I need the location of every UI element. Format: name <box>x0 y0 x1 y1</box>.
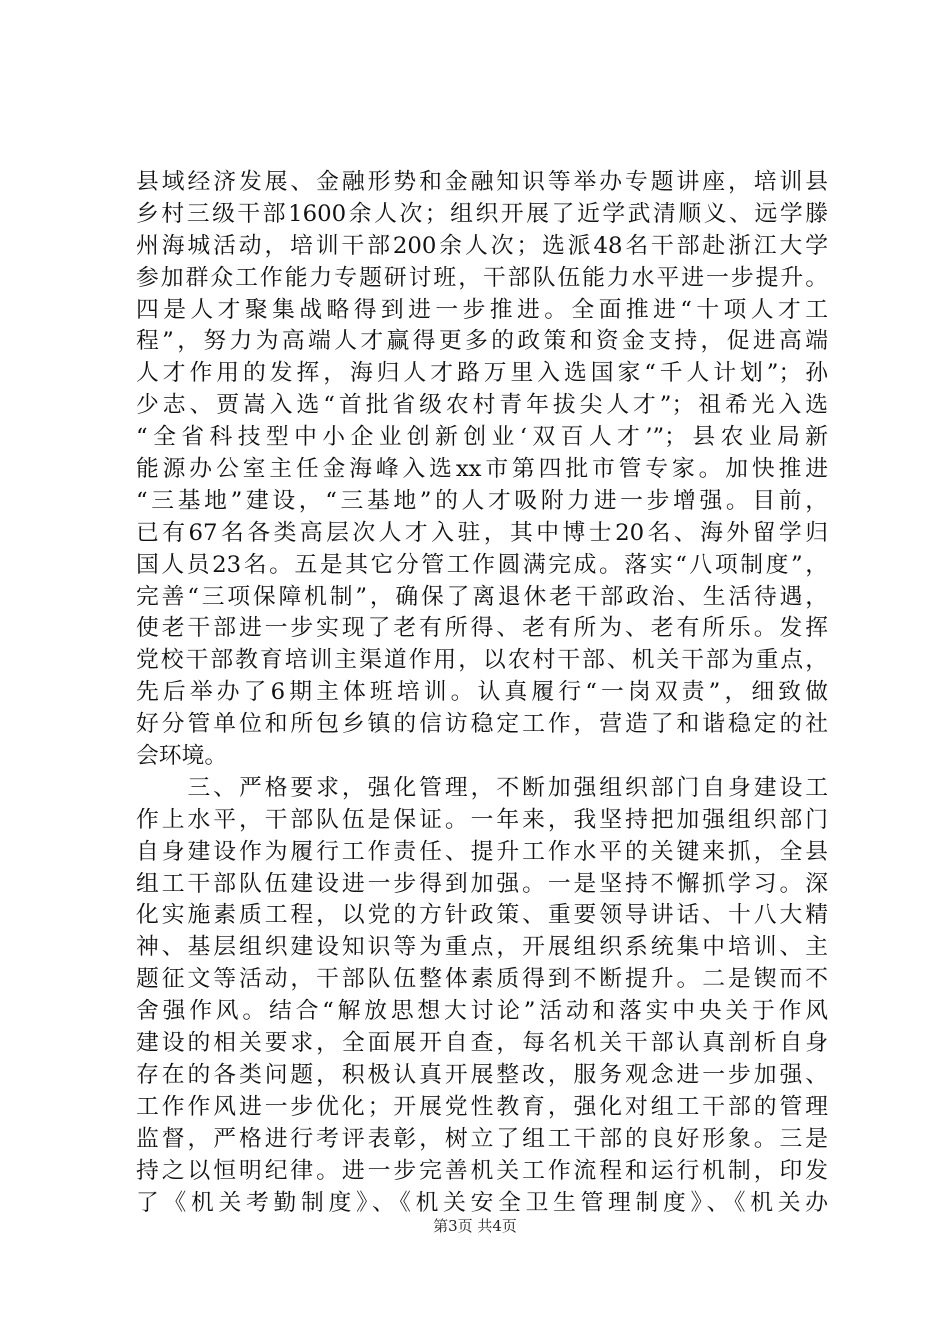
text-line: 乡村三级干部1600余人次；组织开展了近学武清顺义、远学滕 <box>136 200 828 227</box>
text-line: 程”，努力为高端人才赢得更多的政策和资金支持，促进高端 <box>136 328 828 355</box>
text-line: 少志、贾嵩入选“首批省级农村青年拔尖人才”；祖希光入选 <box>136 392 828 419</box>
text-line: 神、基层组织建设知识等为重点，开展组织系统集中培训、主 <box>136 934 828 961</box>
text-line: 存在的各类问题，积极认真开展整改，服务观念进一步加强、 <box>136 1061 828 1088</box>
body-text <box>136 167 828 1219</box>
text-line: 组工干部队伍建设进一步得到加强。一是坚持不懈抓学习。深 <box>136 870 828 897</box>
text-line: 党校干部教育培训主渠道作用，以农村干部、机关干部为重点， <box>136 647 828 674</box>
text-line: 监督，严格进行考评表彰，树立了组工干部的良好形象。三是 <box>136 1125 828 1152</box>
text-line: 作上水平，干部队伍是保证。一年来，我坚持把加强组织部门 <box>136 806 828 833</box>
text-line: 题征文等活动，干部队伍整体素质得到不断提升。二是锲而不 <box>136 966 828 993</box>
text-line: 舍强作风。结合“解放思想大讨论”活动和落实中央关于作风 <box>136 998 828 1025</box>
text-line: 好分管单位和所包乡镇的信访稳定工作，营造了和谐稳定的社 <box>136 711 828 738</box>
text-line: 四是人才聚集战略得到进一步推进。全面推进“十项人才工 <box>136 296 828 323</box>
text-line: 完善“三项保障机制”，确保了离退休老干部政治、生活待遇， <box>136 583 828 610</box>
text-line: 自身建设作为履行工作责任、提升工作水平的关键来抓，全县 <box>136 838 828 865</box>
text-line: 工作作风进一步优化；开展党性教育，强化对组工干部的管理 <box>136 1093 828 1120</box>
text-line: 使老干部进一步实现了老有所得、老有所为、老有所乐。发挥 <box>136 615 828 642</box>
text-line: 已有67名各类高层次人才入驻，其中博士20名、海外留学归 <box>136 519 828 546</box>
text-line: “全省科技型中小企业创新创业‘双百人才’”；县农业局新 <box>136 424 828 451</box>
text-line: 化实施素质工程，以党的方针政策、重要领导讲话、十八大精 <box>136 902 828 929</box>
text-line: 先后举办了6期主体班培训。认真履行“一岗双责”，细致做 <box>136 679 828 706</box>
text-line: 州海城活动，培训干部200余人次；选派48名干部赴浙江大学 <box>136 232 828 259</box>
text-line: 持之以恒明纪律。进一步完善机关工作流程和运行机制，印发 <box>136 1157 828 1184</box>
text-line: 人才作用的发挥，海归人才路万里入选国家“千人计划”；孙 <box>136 360 828 387</box>
text-line: 参加群众工作能力专题研讨班，干部队伍能力水平进一步提升。 <box>136 264 828 291</box>
text-line: 建设的相关要求，全面展开自查，每名机关干部认真剖析自身 <box>136 1030 828 1057</box>
paragraph-start-line: 三、严格要求，强化管理，不断加强组织部门自身建设工 <box>136 774 828 801</box>
text-line: 了《机关考勤制度》、《机关安全卫生管理制度》、《机关办 <box>136 1189 828 1216</box>
page-number-footer: 第3页 共4页 <box>433 1217 517 1235</box>
text-line: “三基地”建设，“三基地”的人才吸附力进一步增强。目前， <box>136 487 828 514</box>
text-line: 国人员23名。五是其它分管工作圆满完成。落实“八项制度”， <box>136 551 828 578</box>
text-line: 能源办公室主任金海峰入选xx市第四批市管专家。加快推进 <box>136 456 828 483</box>
text-line: 会环境。 <box>136 743 228 770</box>
text-line: 县域经济发展、金融形势和金融知识等举办专题讲座，培训县 <box>136 169 828 195</box>
